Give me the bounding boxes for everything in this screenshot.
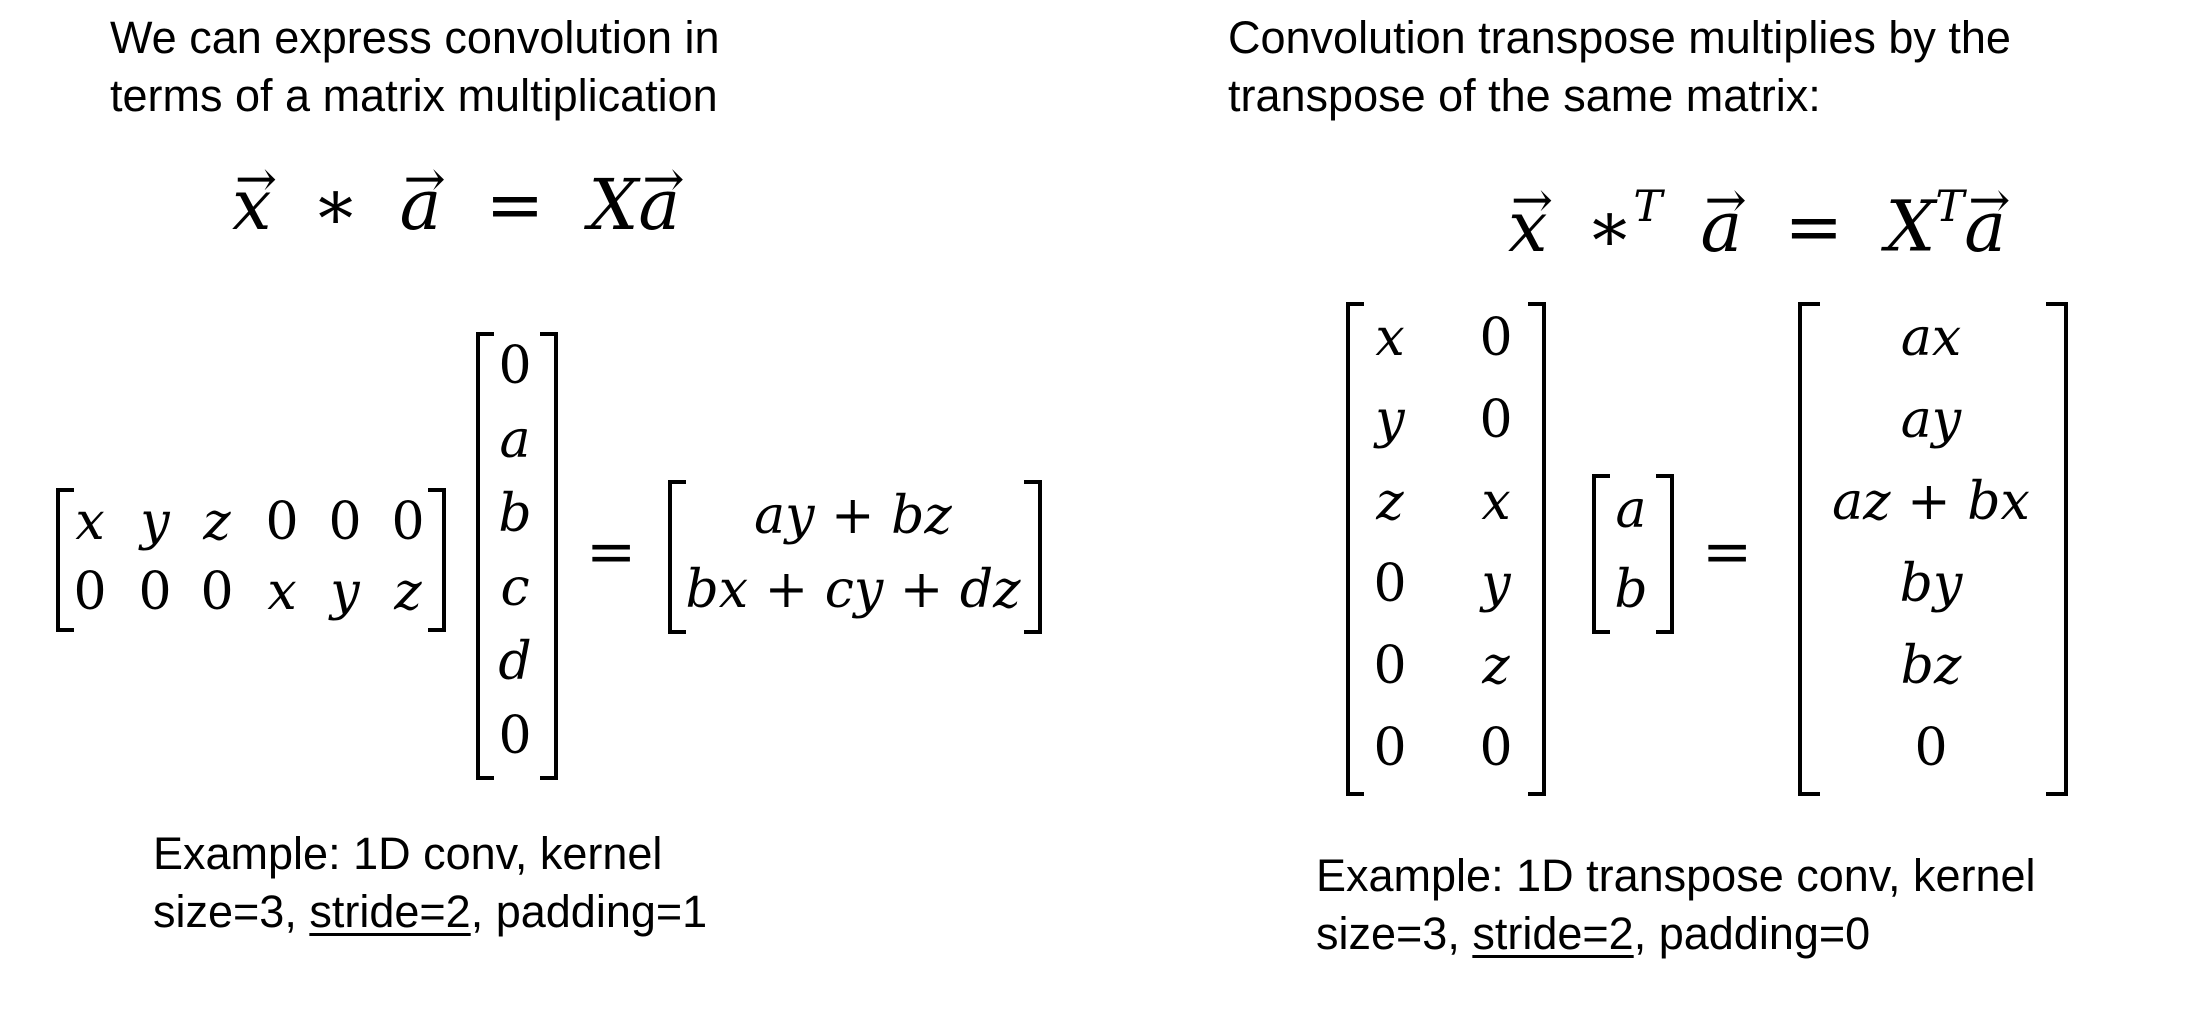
matrix-X: X xyxy=(1885,185,1936,268)
vector-cell: 0 xyxy=(498,336,532,396)
result-cell: az + bx xyxy=(1832,472,2030,532)
result-cell: by xyxy=(1899,554,1963,614)
matrix-cell: x xyxy=(1375,308,1405,368)
vector-cell: a xyxy=(499,410,531,470)
matrix-cell: 0 xyxy=(265,492,299,552)
matrix-cell: z xyxy=(394,562,422,622)
matrix-X: X xyxy=(588,164,639,246)
matrix-cell: 0 xyxy=(1373,554,1407,614)
vector-cell: c xyxy=(500,558,530,618)
result-cell: bx + cy + dz xyxy=(685,560,1021,620)
matrix-cell: y xyxy=(140,492,170,552)
matrix-cell: 0 xyxy=(200,562,234,622)
vector-a-rhs: → a xyxy=(638,160,680,250)
matrix-cell: 0 xyxy=(1479,390,1513,450)
matrix-cell: z xyxy=(203,492,231,552)
matrix-cell: 0 xyxy=(138,562,172,622)
transpose-superscript: T xyxy=(1935,182,1965,232)
right-bracket xyxy=(1656,474,1674,634)
right-matrix-equals: = xyxy=(1702,517,1753,587)
equals-sign: = xyxy=(485,164,545,246)
left-matrix-equals: = xyxy=(586,517,637,587)
matrix-cell: 0 xyxy=(328,492,362,552)
matrix-cell: 0 xyxy=(1373,636,1407,696)
matrix-cell: 0 xyxy=(1479,718,1513,778)
vector-cell: d xyxy=(498,632,532,692)
matrix-cell: 0 xyxy=(391,492,425,552)
left-convolution-equation xyxy=(232,160,680,250)
result-cell: bz xyxy=(1900,636,1962,696)
left-heading-line2: terms of a matrix multiplication xyxy=(110,70,718,121)
vector-x: → x xyxy=(232,160,271,250)
matrix-cell: y xyxy=(330,562,360,622)
matrix-cell: x xyxy=(1481,472,1511,532)
matrix-cell: 0 xyxy=(73,562,107,622)
vector-a: → a xyxy=(400,160,442,250)
result-cell: ay xyxy=(1900,390,1962,450)
right-bracket xyxy=(428,488,446,632)
right-transpose-equation xyxy=(1508,162,2006,272)
right-bracket xyxy=(540,332,558,780)
result-cell: ax xyxy=(1900,308,1962,368)
right-heading-line2: transpose of the same matrix: xyxy=(1228,70,1821,121)
result-cell: ay + bz xyxy=(754,486,952,546)
matrix-cell: x xyxy=(75,492,105,552)
example-padding: , padding=0 xyxy=(1633,908,1871,959)
result-cell: 0 xyxy=(1914,718,1948,778)
example-stride: stride=2 xyxy=(1472,908,1634,959)
vector-x: → x xyxy=(1508,182,1547,272)
vector-cell: b xyxy=(498,484,532,544)
right-bracket xyxy=(1528,302,1546,796)
left-example-line2 xyxy=(153,882,707,942)
vector-cell: 0 xyxy=(498,706,532,766)
vector-cell: b xyxy=(1614,560,1648,620)
right-heading-line1: Convolution transpose multiplies by the xyxy=(1228,12,2011,63)
example-size: size=3, xyxy=(153,886,310,937)
transpose-superscript: T xyxy=(1633,182,1663,232)
right-bracket xyxy=(2046,302,2068,796)
example-padding: , padding=1 xyxy=(470,886,708,937)
vector-a-rhs: → a xyxy=(1964,182,2006,272)
vector-cell: a xyxy=(1615,480,1647,540)
right-example-line2 xyxy=(1316,904,1870,964)
example-size: size=3, xyxy=(1316,908,1473,959)
matrix-cell: 0 xyxy=(1373,718,1407,778)
matrix-cell: z xyxy=(1482,636,1510,696)
matrix-cell: x xyxy=(267,562,297,622)
right-bracket xyxy=(1024,480,1042,634)
left-heading-line1: We can express convolution in xyxy=(110,12,720,63)
vector-a: → a xyxy=(1701,182,1743,272)
convolution-operator: ∗ xyxy=(311,164,360,246)
matrix-cell: 0 xyxy=(1479,308,1513,368)
example-stride: stride=2 xyxy=(309,886,471,937)
matrix-cell: y xyxy=(1375,390,1405,450)
convolution-operator: ∗ xyxy=(1585,185,1634,268)
matrix-cell: y xyxy=(1481,554,1511,614)
matrix-cell: z xyxy=(1376,472,1404,532)
right-example-line1: Example: 1D transpose conv, kernel xyxy=(1316,850,2036,901)
equals-sign: = xyxy=(1784,185,1844,268)
left-example-line1: Example: 1D conv, kernel xyxy=(153,828,663,879)
